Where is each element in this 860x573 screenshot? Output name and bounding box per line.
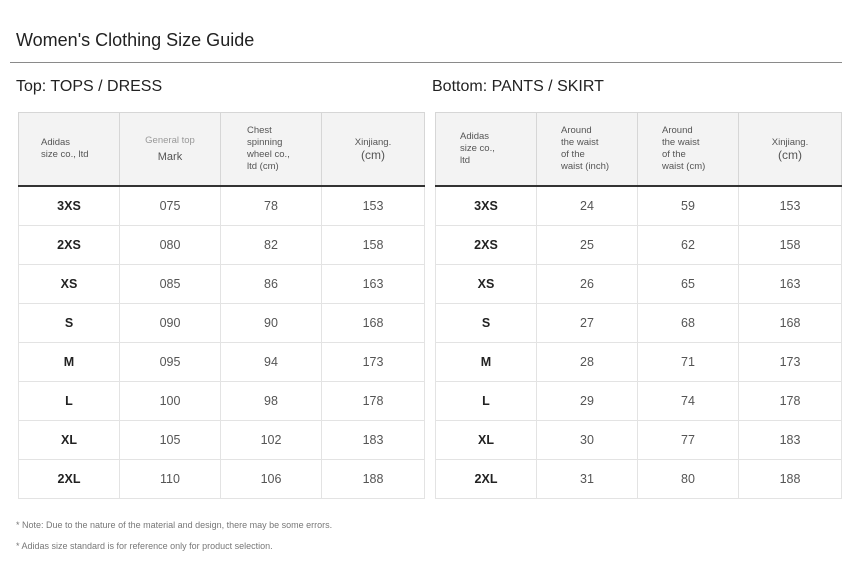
top-value-cell: 080 [120, 226, 221, 265]
bottom-table-row [436, 265, 842, 304]
top-value-cell: 110 [120, 460, 221, 499]
top-section-heading: Top: TOPS / DRESS [16, 78, 163, 95]
top-table-row [19, 382, 425, 421]
top-col-chest-line3: wheel co., [247, 149, 290, 160]
bottom-col-xinjiang-line1: Xinjiang. [771, 136, 809, 148]
bottom-value-cell: 77 [638, 421, 739, 460]
bottom-value-cell: 153 [739, 186, 842, 226]
top-value-cell: 153 [322, 186, 425, 226]
top-table-row [19, 421, 425, 460]
top-col-chest-line4: ltd (cm) [247, 161, 279, 172]
page-title: Women's Clothing Size Guide [16, 30, 255, 50]
top-size-cell: L [19, 382, 120, 421]
top-table-header-row [19, 113, 425, 187]
top-col-xinjiang [322, 113, 425, 187]
top-value-cell: 095 [120, 343, 221, 382]
bottom-table-row [436, 304, 842, 343]
top-size-cell: XL [19, 421, 120, 460]
bottom-size-cell: S [436, 304, 537, 343]
bottom-table-body [436, 186, 842, 499]
bottom-value-cell: 68 [638, 304, 739, 343]
top-col-general-line2: Mark [157, 150, 183, 163]
top-col-size-line2: size co., ltd [41, 149, 89, 160]
bottom-size-cell: 3XS [436, 186, 537, 226]
top-table-row [19, 460, 425, 499]
note-errors: * Note: Due to the nature of the material and design, there may be some errors. [16, 520, 333, 530]
bottom-col-waist-inch-line2: the waist [561, 137, 599, 148]
top-value-cell: 183 [322, 421, 425, 460]
top-value-cell: 188 [322, 460, 425, 499]
top-value-cell: 105 [120, 421, 221, 460]
top-value-cell: 106 [221, 460, 322, 499]
top-value-cell: 94 [221, 343, 322, 382]
bottom-size-cell: L [436, 382, 537, 421]
top-value-cell: 100 [120, 382, 221, 421]
bottom-value-cell: 27 [537, 304, 638, 343]
top-table-row [19, 265, 425, 304]
bottom-value-cell: 30 [537, 421, 638, 460]
bottom-col-waist-cm-line2: the waist [662, 137, 700, 148]
bottom-size-cell: XL [436, 421, 537, 460]
top-table-row [19, 226, 425, 265]
bottom-size-cell: 2XS [436, 226, 537, 265]
bottom-col-waist-cm-line1: Around [662, 125, 693, 136]
bottom-value-cell: 62 [638, 226, 739, 265]
top-value-cell: 090 [120, 304, 221, 343]
top-size-cell: 3XS [19, 186, 120, 226]
bottom-value-cell: 163 [739, 265, 842, 304]
top-value-cell: 075 [120, 186, 221, 226]
bottom-value-cell: 158 [739, 226, 842, 265]
bottom-size-cell: XS [436, 265, 537, 304]
top-col-xinjiang-line2: (cm) [361, 147, 385, 162]
top-value-cell: 82 [221, 226, 322, 265]
bottom-col-waist-inch-line1: Around [561, 125, 592, 136]
bottom-col-xinjiang [739, 113, 842, 187]
bottom-value-cell: 29 [537, 382, 638, 421]
top-size-cell: XS [19, 265, 120, 304]
top-table-row [19, 304, 425, 343]
bottom-value-cell: 80 [638, 460, 739, 499]
top-table-row [19, 343, 425, 382]
bottom-value-cell: 26 [537, 265, 638, 304]
title-divider [10, 62, 842, 63]
bottom-col-waist-cm-line3: of the [662, 149, 686, 160]
top-size-cell: 2XS [19, 226, 120, 265]
bottom-value-cell: 188 [739, 460, 842, 499]
top-col-xinjiang-line1: Xinjiang. [354, 136, 392, 148]
bottom-size-cell: 2XL [436, 460, 537, 499]
top-size-table [18, 112, 425, 499]
bottom-col-size-line1: Adidas [460, 131, 490, 142]
top-value-cell: 86 [221, 265, 322, 304]
bottom-size-table [435, 112, 842, 499]
top-table-row [19, 186, 425, 226]
bottom-value-cell: 183 [739, 421, 842, 460]
bottom-value-cell: 168 [739, 304, 842, 343]
bottom-value-cell: 71 [638, 343, 739, 382]
bottom-table-row [436, 186, 842, 226]
top-value-cell: 085 [120, 265, 221, 304]
bottom-col-waist-inch-line3: of the [561, 149, 585, 160]
bottom-value-cell: 65 [638, 265, 739, 304]
bottom-table-row [436, 343, 842, 382]
top-table-body [19, 186, 425, 499]
top-value-cell: 178 [322, 382, 425, 421]
bottom-col-size [436, 113, 537, 187]
top-col-size-line1: Adidas [41, 137, 71, 148]
top-value-cell: 168 [322, 304, 425, 343]
bottom-col-waist-inch [537, 113, 638, 187]
top-value-cell: 158 [322, 226, 425, 265]
bottom-col-xinjiang-line2: (cm) [778, 147, 802, 162]
bottom-section-heading: Bottom: PANTS / SKIRT [432, 78, 604, 95]
top-value-cell: 102 [221, 421, 322, 460]
bottom-value-cell: 74 [638, 382, 739, 421]
bottom-table-row [436, 382, 842, 421]
top-size-cell: S [19, 304, 120, 343]
bottom-col-waist-cm-line4: waist (cm) [662, 161, 706, 172]
top-value-cell: 98 [221, 382, 322, 421]
note-reference: * Adidas size standard is for reference only for product selection. [16, 541, 273, 551]
bottom-col-waist-cm [638, 113, 739, 187]
top-value-cell: 173 [322, 343, 425, 382]
bottom-col-size-line3: ltd [460, 155, 471, 166]
bottom-value-cell: 25 [537, 226, 638, 265]
bottom-table-row [436, 460, 842, 499]
top-col-general [120, 113, 221, 187]
bottom-col-waist-inch-line4: waist (inch) [561, 161, 610, 172]
bottom-value-cell: 31 [537, 460, 638, 499]
top-col-size [19, 113, 120, 187]
top-col-general-line1: General top [145, 134, 195, 146]
bottom-table-row [436, 421, 842, 460]
bottom-table-row [436, 226, 842, 265]
bottom-value-cell: 28 [537, 343, 638, 382]
bottom-size-cell: M [436, 343, 537, 382]
top-col-chest [221, 113, 322, 187]
bottom-value-cell: 24 [537, 186, 638, 226]
top-size-cell: M [19, 343, 120, 382]
bottom-col-size-line2: size co., [460, 143, 495, 154]
top-value-cell: 90 [221, 304, 322, 343]
bottom-table-header-row [436, 113, 842, 187]
bottom-value-cell: 59 [638, 186, 739, 226]
top-col-chest-line2: spinning [247, 137, 283, 148]
bottom-value-cell: 178 [739, 382, 842, 421]
top-size-cell: 2XL [19, 460, 120, 499]
top-value-cell: 78 [221, 186, 322, 226]
top-value-cell: 163 [322, 265, 425, 304]
bottom-value-cell: 173 [739, 343, 842, 382]
top-col-chest-line1: Chest [247, 125, 272, 136]
